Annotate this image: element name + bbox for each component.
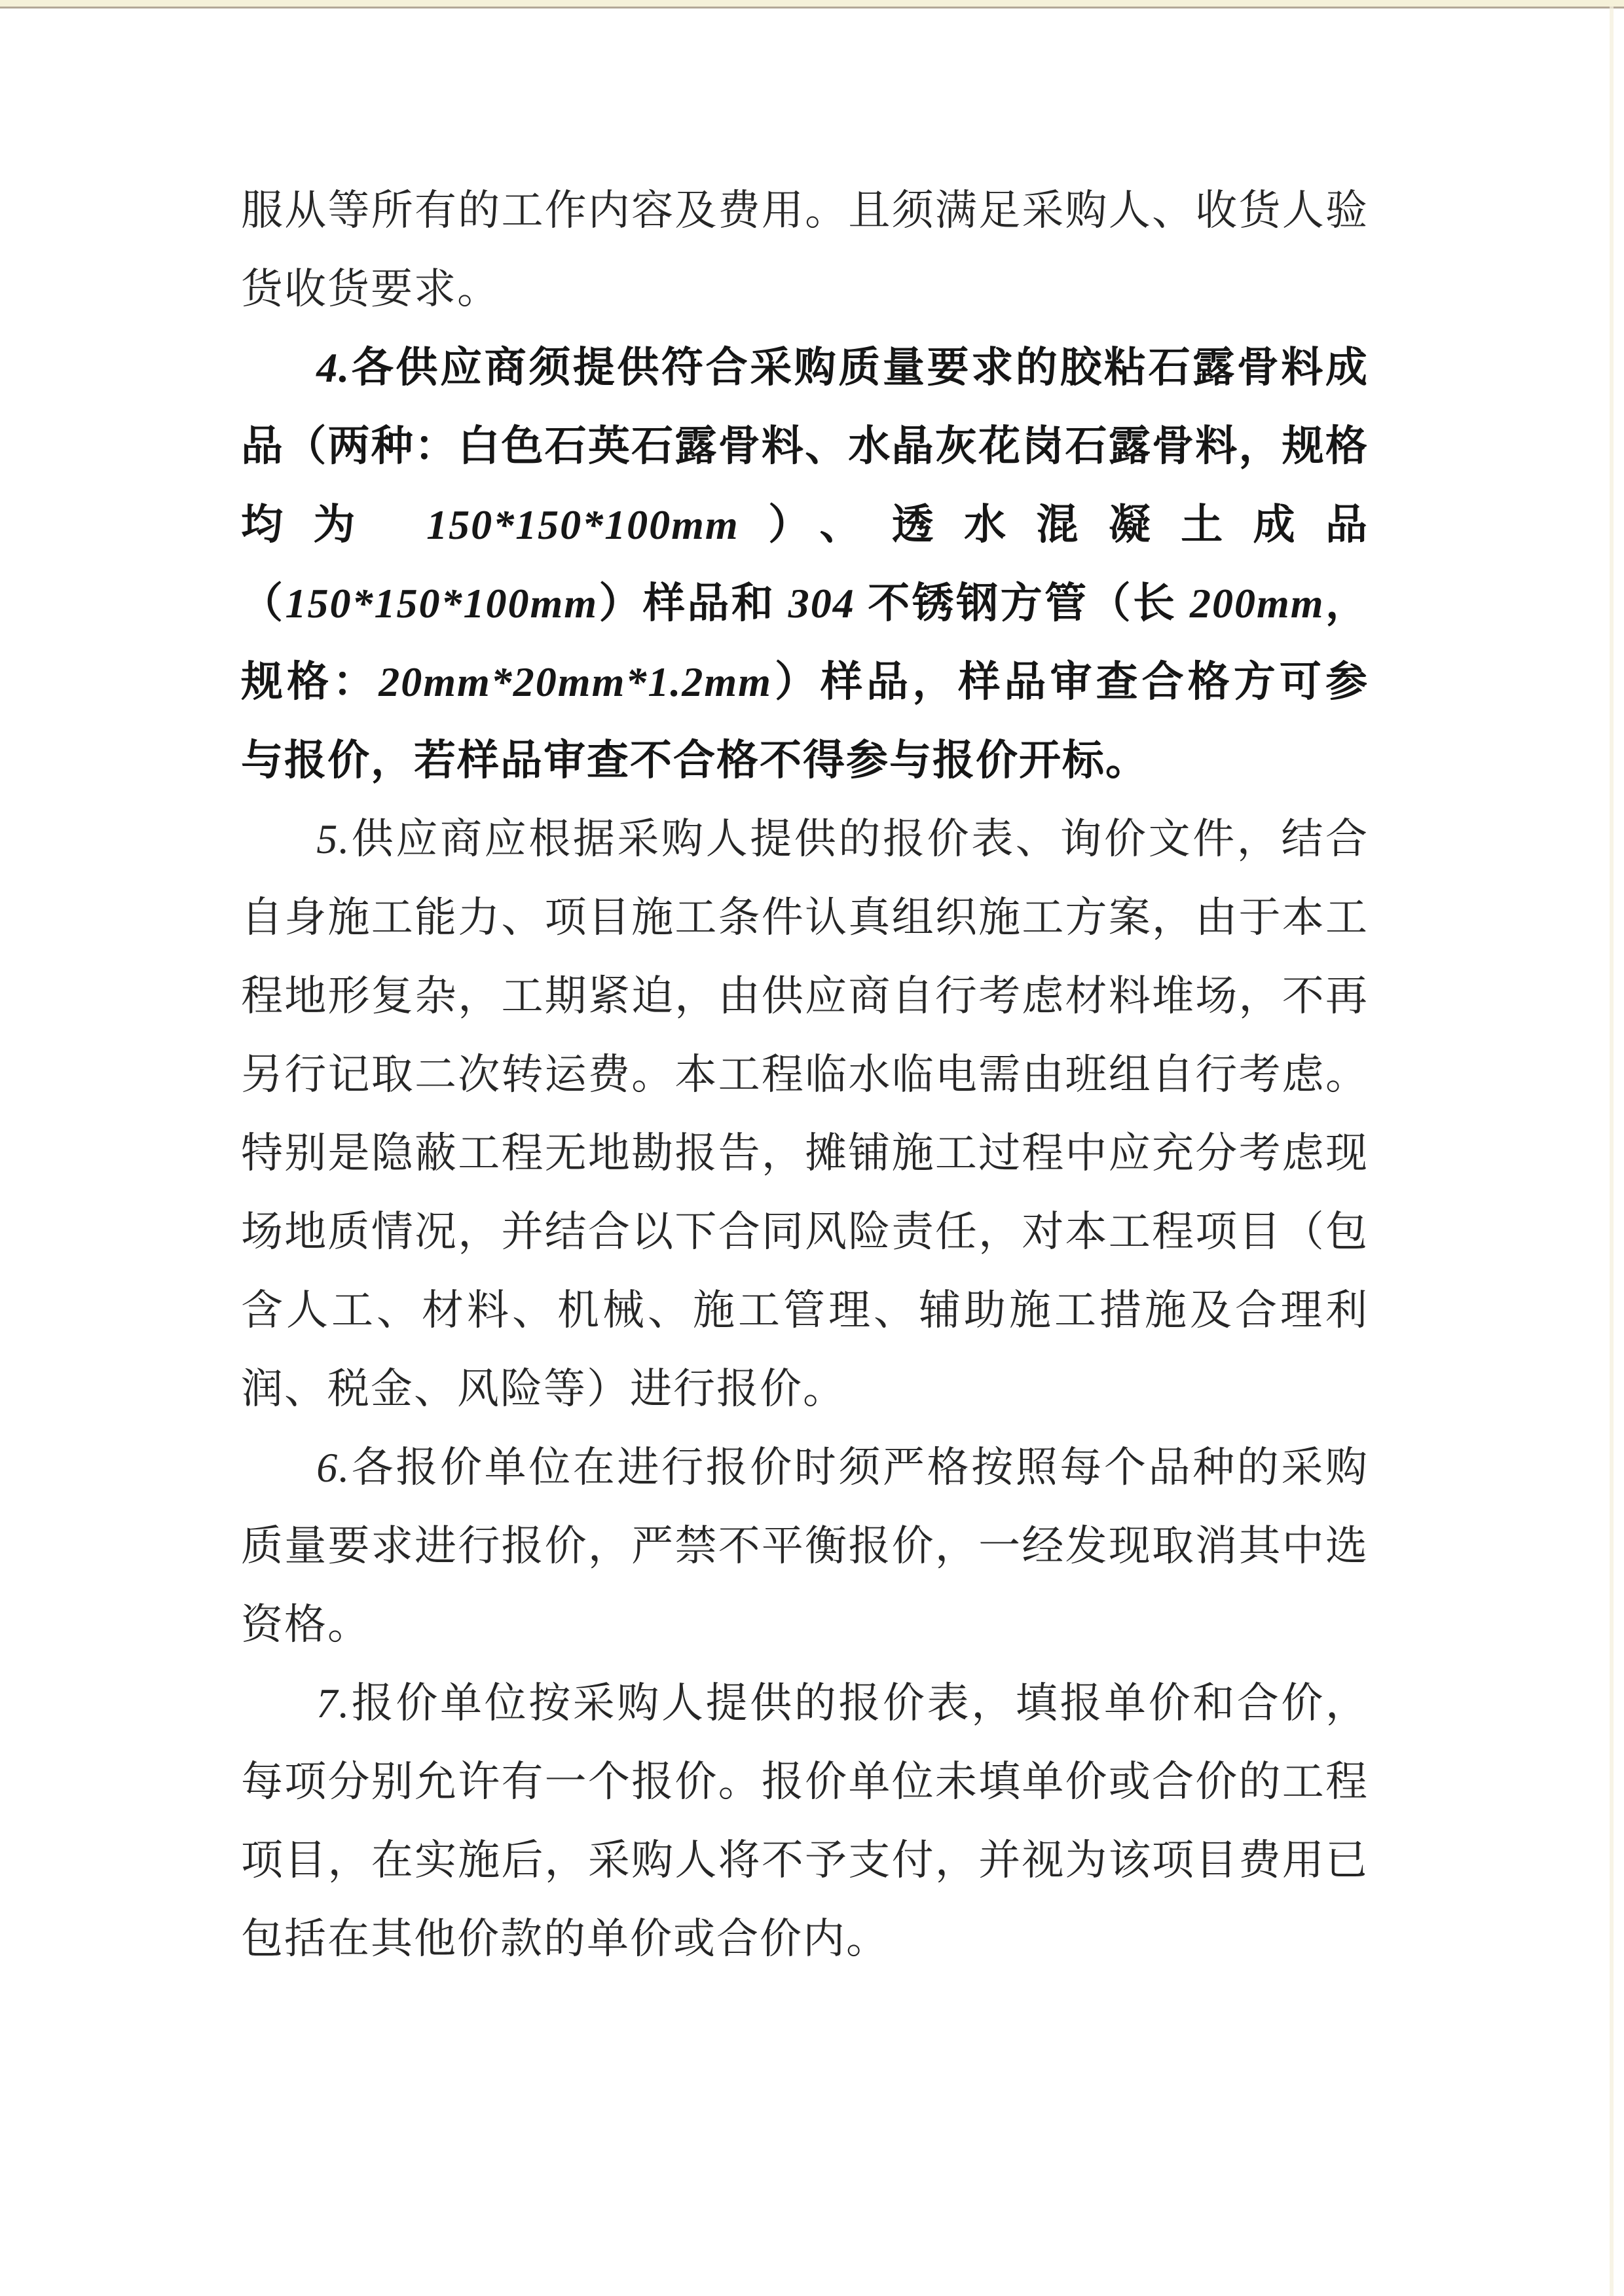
document-text-block [241, 172, 1369, 1978]
scan-right-edge-artifact [1610, 7, 1614, 2296]
paragraph-item6: 6.各报价单位在进行报价时须严格按照每个品种的采购质量要求进行报价，严禁不平衡报价，一经发现取消其中选资格。 [241, 1444, 1369, 1648]
paragraph-continuation-item3: 服从等所有的工作内容及费用。且须满足采购人、收货人验货收货要求。 [241, 187, 1369, 312]
paragraph-item4: 4.各供应商须提供符合采购质量要求的胶粘石露骨料成品（两种：白色石英石露骨料、水晶灰花岗石露骨料，规格均为 150*150*100mm）、透水混凝土成品（150*150*100mm）样品和 304 不锈钢方管（长 200mm，规格：20mm*20mm*1.2mm）样品，样品审查合格方可参与报价，若样品审查不合格不得参与报价开标。 [241, 344, 1369, 784]
paragraph-item7: 7.报价单位按采购人提供的报价表，填报单价和合价，每项分别允许有一个报价。报价单位未填单价或合价的工程项目，在实施后，采购人将不予支付，并视为该项目费用已包括在其他价款的单价或合价内。 [241, 1680, 1369, 1962]
paragraph-item5: 5.供应商应根据采购人提供的报价表、询价文件，结合自身施工能力、项目施工条件认真组织施工方案，由于本工程地形复杂，工期紧迫，由供应商自行考虑材料堆场，不再另行记取二次转运费。本工程临水临电需由班组自行考虑。特别是隐蔽工程无地勘报告，摊铺施工过程中应充分考虑现场地质情况，并结合以下合同风险责任，对本工程项目（包含人工、材料、机械、施工管理、辅助施工措施及合理利润、税金、风险等）进行报价。 [241, 816, 1369, 1412]
scan-top-edge-artifact [0, 0, 1624, 9]
